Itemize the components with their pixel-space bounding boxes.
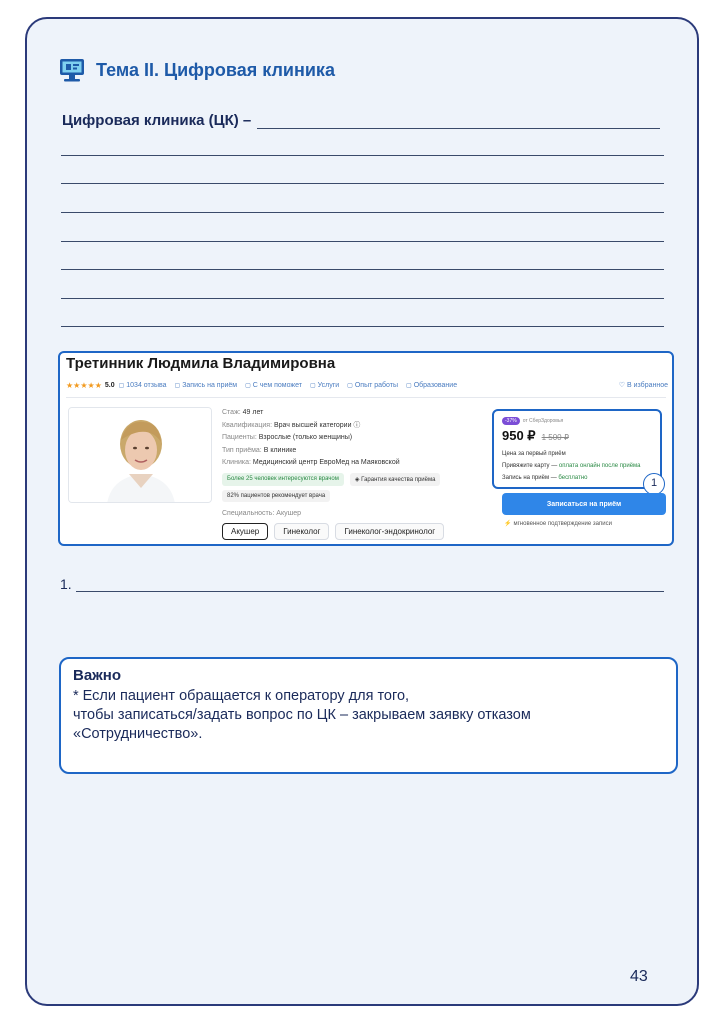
link-booking[interactable]: ▢ Запись на приём — [175, 382, 238, 389]
reviews-link[interactable]: ▢ 1034 отзыва — [119, 382, 167, 389]
definition-term: Цифровая клиника (ЦК) – — [62, 112, 252, 129]
card-divider — [66, 397, 666, 398]
important-line-1: * Если пациент обращается к оператору для того, — [73, 688, 410, 704]
specialties-row — [222, 523, 450, 540]
badges-row — [222, 473, 446, 486]
book-appointment-button[interactable]: Записаться на приём — [502, 493, 666, 515]
item-number: 1. — [60, 576, 72, 592]
specialty-tag-gynecologist[interactable]: Гинеколог — [274, 523, 329, 540]
important-note-box — [59, 657, 678, 774]
link-education[interactable]: ▢ Образование — [406, 382, 457, 389]
specialty-tag-gyn-endocrinologist[interactable]: Гинеколог-эндокринолог — [335, 523, 444, 540]
answer-item-1 — [60, 576, 664, 592]
info-experience: Стаж: 49 лет — [222, 409, 264, 416]
info-qualification: Квалификация: Врач высшей категории ⓘ — [222, 421, 361, 429]
link-helps-with[interactable]: ▢ С чем поможет — [245, 382, 302, 389]
callout-marker: 1 — [643, 473, 665, 495]
info-visit-type: Тип приёма: В клинике — [222, 446, 297, 454]
writing-line[interactable] — [61, 269, 664, 270]
important-text — [73, 687, 664, 744]
doctor-portrait-icon — [69, 408, 212, 503]
computer-monitor-icon — [58, 56, 86, 84]
heart-icon: ♡ — [618, 382, 628, 389]
price-new: 950 ₽ — [502, 428, 536, 443]
writing-line[interactable] — [61, 183, 664, 184]
doctor-photo — [68, 407, 212, 503]
page-number: 43 — [630, 968, 648, 985]
discount-row — [502, 417, 563, 425]
info-clinic: Клиника: Медицинский центр ЕвроМед на Маяковской — [222, 459, 400, 466]
writing-line[interactable] — [61, 212, 664, 213]
rating-value: 5.0 — [104, 382, 115, 389]
guarantee-badge — [350, 473, 441, 486]
specialty-tag-obstetrician[interactable]: Акушер — [222, 523, 268, 540]
important-title: Важно — [73, 667, 122, 684]
link-services[interactable]: ▢ Услуги — [310, 382, 339, 389]
topic-header — [58, 56, 335, 84]
info-patients: Пациенты: Взрослые (только женщины) — [222, 434, 353, 441]
discount-note: от СберЗдоровья — [522, 418, 564, 424]
writing-line[interactable] — [61, 155, 664, 156]
favorite-label: В избранное — [627, 382, 668, 389]
shield-icon: ◈ — [354, 476, 362, 483]
booking-note: Запись на приём — бесплатно — [502, 475, 588, 481]
card-note: Привяжите карту — оплата онлайн после приёма — [502, 463, 641, 469]
rating-row — [66, 381, 465, 390]
discount-badge: -37% — [502, 417, 520, 425]
recommend-badge: 82% пациентов рекомендует врача — [222, 490, 330, 502]
guarantee-label: Гарантия качества приёма — [361, 476, 436, 483]
writing-line[interactable] — [61, 241, 664, 242]
price-box — [492, 409, 662, 489]
interest-badge: Более 25 человек интересуются врачом — [222, 473, 344, 486]
important-line-3: «Сотрудничество». — [73, 726, 203, 742]
specialties-caption: Специальность: Акушер — [222, 510, 301, 517]
doctor-card-screenshot — [58, 351, 674, 546]
favorite-link[interactable] — [619, 381, 668, 389]
price-old: 1 500 ₽ — [541, 433, 569, 442]
definition-blank[interactable] — [257, 113, 660, 129]
topic-title: Тема II. Цифровая клиника — [96, 59, 335, 80]
instant-confirmation-note: ⚡ мгновенное подтверждение записи — [504, 521, 612, 527]
first-visit-note: Цена за первый приём — [502, 451, 566, 457]
definition-line — [62, 112, 660, 129]
writing-line[interactable] — [61, 298, 664, 299]
link-experience[interactable]: ▢ Опыт работы — [347, 382, 398, 389]
doctor-name: Третинник Людмила Владимировна — [66, 355, 336, 372]
answer-blank[interactable] — [76, 578, 664, 592]
important-line-2: чтобы записаться/задать вопрос по ЦК – закрываем заявку отказом — [73, 707, 531, 723]
rating-stars-icon: ★★★★★ — [66, 381, 102, 390]
lightning-icon: ⚡ — [504, 521, 512, 527]
price-row — [502, 428, 569, 444]
writing-line[interactable] — [61, 326, 664, 327]
doctor-info — [222, 407, 446, 502]
